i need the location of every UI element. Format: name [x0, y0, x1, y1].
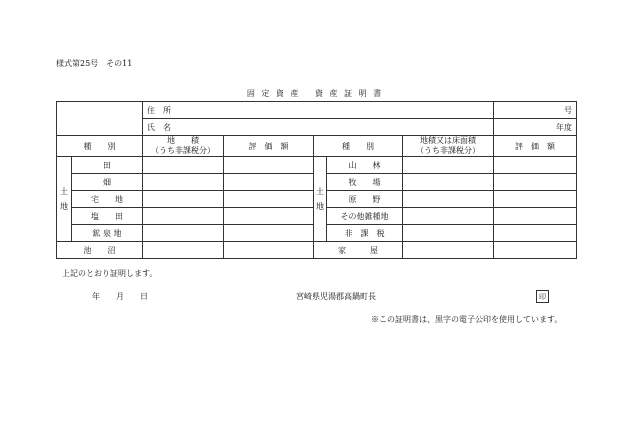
land-char: 地 — [60, 202, 68, 211]
land-type-cell: 畑 — [72, 174, 143, 191]
left-area-header-label: 地 積 — [167, 136, 200, 145]
table-row — [57, 242, 577, 259]
right-value-header: 評 価 額 — [494, 136, 577, 157]
value-cell — [494, 242, 577, 259]
blank-cell — [57, 102, 143, 136]
column-header-row — [57, 136, 577, 157]
house-type-cell: 家 屋 — [314, 242, 403, 259]
right-area-header-label: 地積又は床面積 — [420, 136, 477, 145]
land-char: 土 — [60, 186, 68, 196]
electronic-seal-note: ※この証明書は、黒字の電子公印を使用しています。 — [371, 315, 563, 324]
issuer-name: 宮崎県児湯郡高鍋町長 — [296, 292, 376, 301]
table-row — [57, 157, 577, 174]
value-cell — [224, 208, 314, 225]
left-value-header: 評 価 額 — [224, 136, 314, 157]
value-cell — [224, 242, 314, 259]
area-cell — [143, 157, 224, 174]
form-number: 様式第25号 その11 — [56, 59, 133, 68]
land-type-cell: 非 課 税 — [327, 225, 403, 242]
value-cell — [224, 157, 314, 174]
land-type-cell: 宅 地 — [72, 191, 143, 208]
value-cell — [494, 225, 577, 242]
certification-statement: 上記のとおり証明します。 — [62, 269, 158, 278]
left-type-header: 種 別 — [57, 136, 143, 157]
land-type-cell: その他雑種地 — [327, 208, 403, 225]
area-cell — [143, 208, 224, 225]
land-char: 地 — [316, 202, 325, 211]
area-cell — [143, 225, 224, 242]
left-area-header-sub: （うち非課税分） — [151, 146, 216, 155]
address-field: 住 所 — [143, 102, 494, 119]
land-label-left — [57, 157, 72, 242]
area-cell — [403, 174, 494, 191]
land-label-right — [314, 157, 327, 242]
area-cell — [403, 208, 494, 225]
land-type-cell: 田 — [72, 157, 143, 174]
area-cell — [403, 242, 494, 259]
value-cell — [494, 174, 577, 191]
left-area-header — [143, 136, 224, 157]
land-type-cell: 鉱 泉 地 — [72, 225, 143, 242]
issue-date: 年 月 日 — [92, 292, 148, 301]
value-cell — [224, 191, 314, 208]
area-cell — [403, 225, 494, 242]
land-type-cell: 牧 場 — [327, 174, 403, 191]
value-cell — [494, 191, 577, 208]
value-cell — [224, 174, 314, 191]
name-field: 氏 名 — [143, 119, 494, 136]
number-field: 号 — [494, 102, 577, 119]
certificate-table — [56, 101, 577, 259]
land-type-cell: 原 野 — [327, 191, 403, 208]
value-cell — [494, 208, 577, 225]
right-area-header — [403, 136, 494, 157]
land-type-cell: 山 林 — [327, 157, 403, 174]
land-char: 土 — [316, 186, 325, 196]
land-type-cell: 池 沼 — [57, 242, 143, 259]
value-cell — [494, 157, 577, 174]
area-cell — [143, 242, 224, 259]
area-cell — [403, 157, 494, 174]
year-field: 年度 — [494, 119, 577, 136]
right-type-header: 種 別 — [314, 136, 403, 157]
seal-mark: 印 — [536, 290, 549, 303]
document-title: 固 定 資 産 資 産 証 明 書 — [246, 89, 384, 98]
land-type-cell: 塩 田 — [72, 208, 143, 225]
area-cell — [143, 191, 224, 208]
area-cell — [143, 174, 224, 191]
address-row — [57, 102, 577, 119]
value-cell — [224, 225, 314, 242]
right-area-header-sub: （うち非課税分） — [416, 146, 481, 155]
area-cell — [403, 191, 494, 208]
